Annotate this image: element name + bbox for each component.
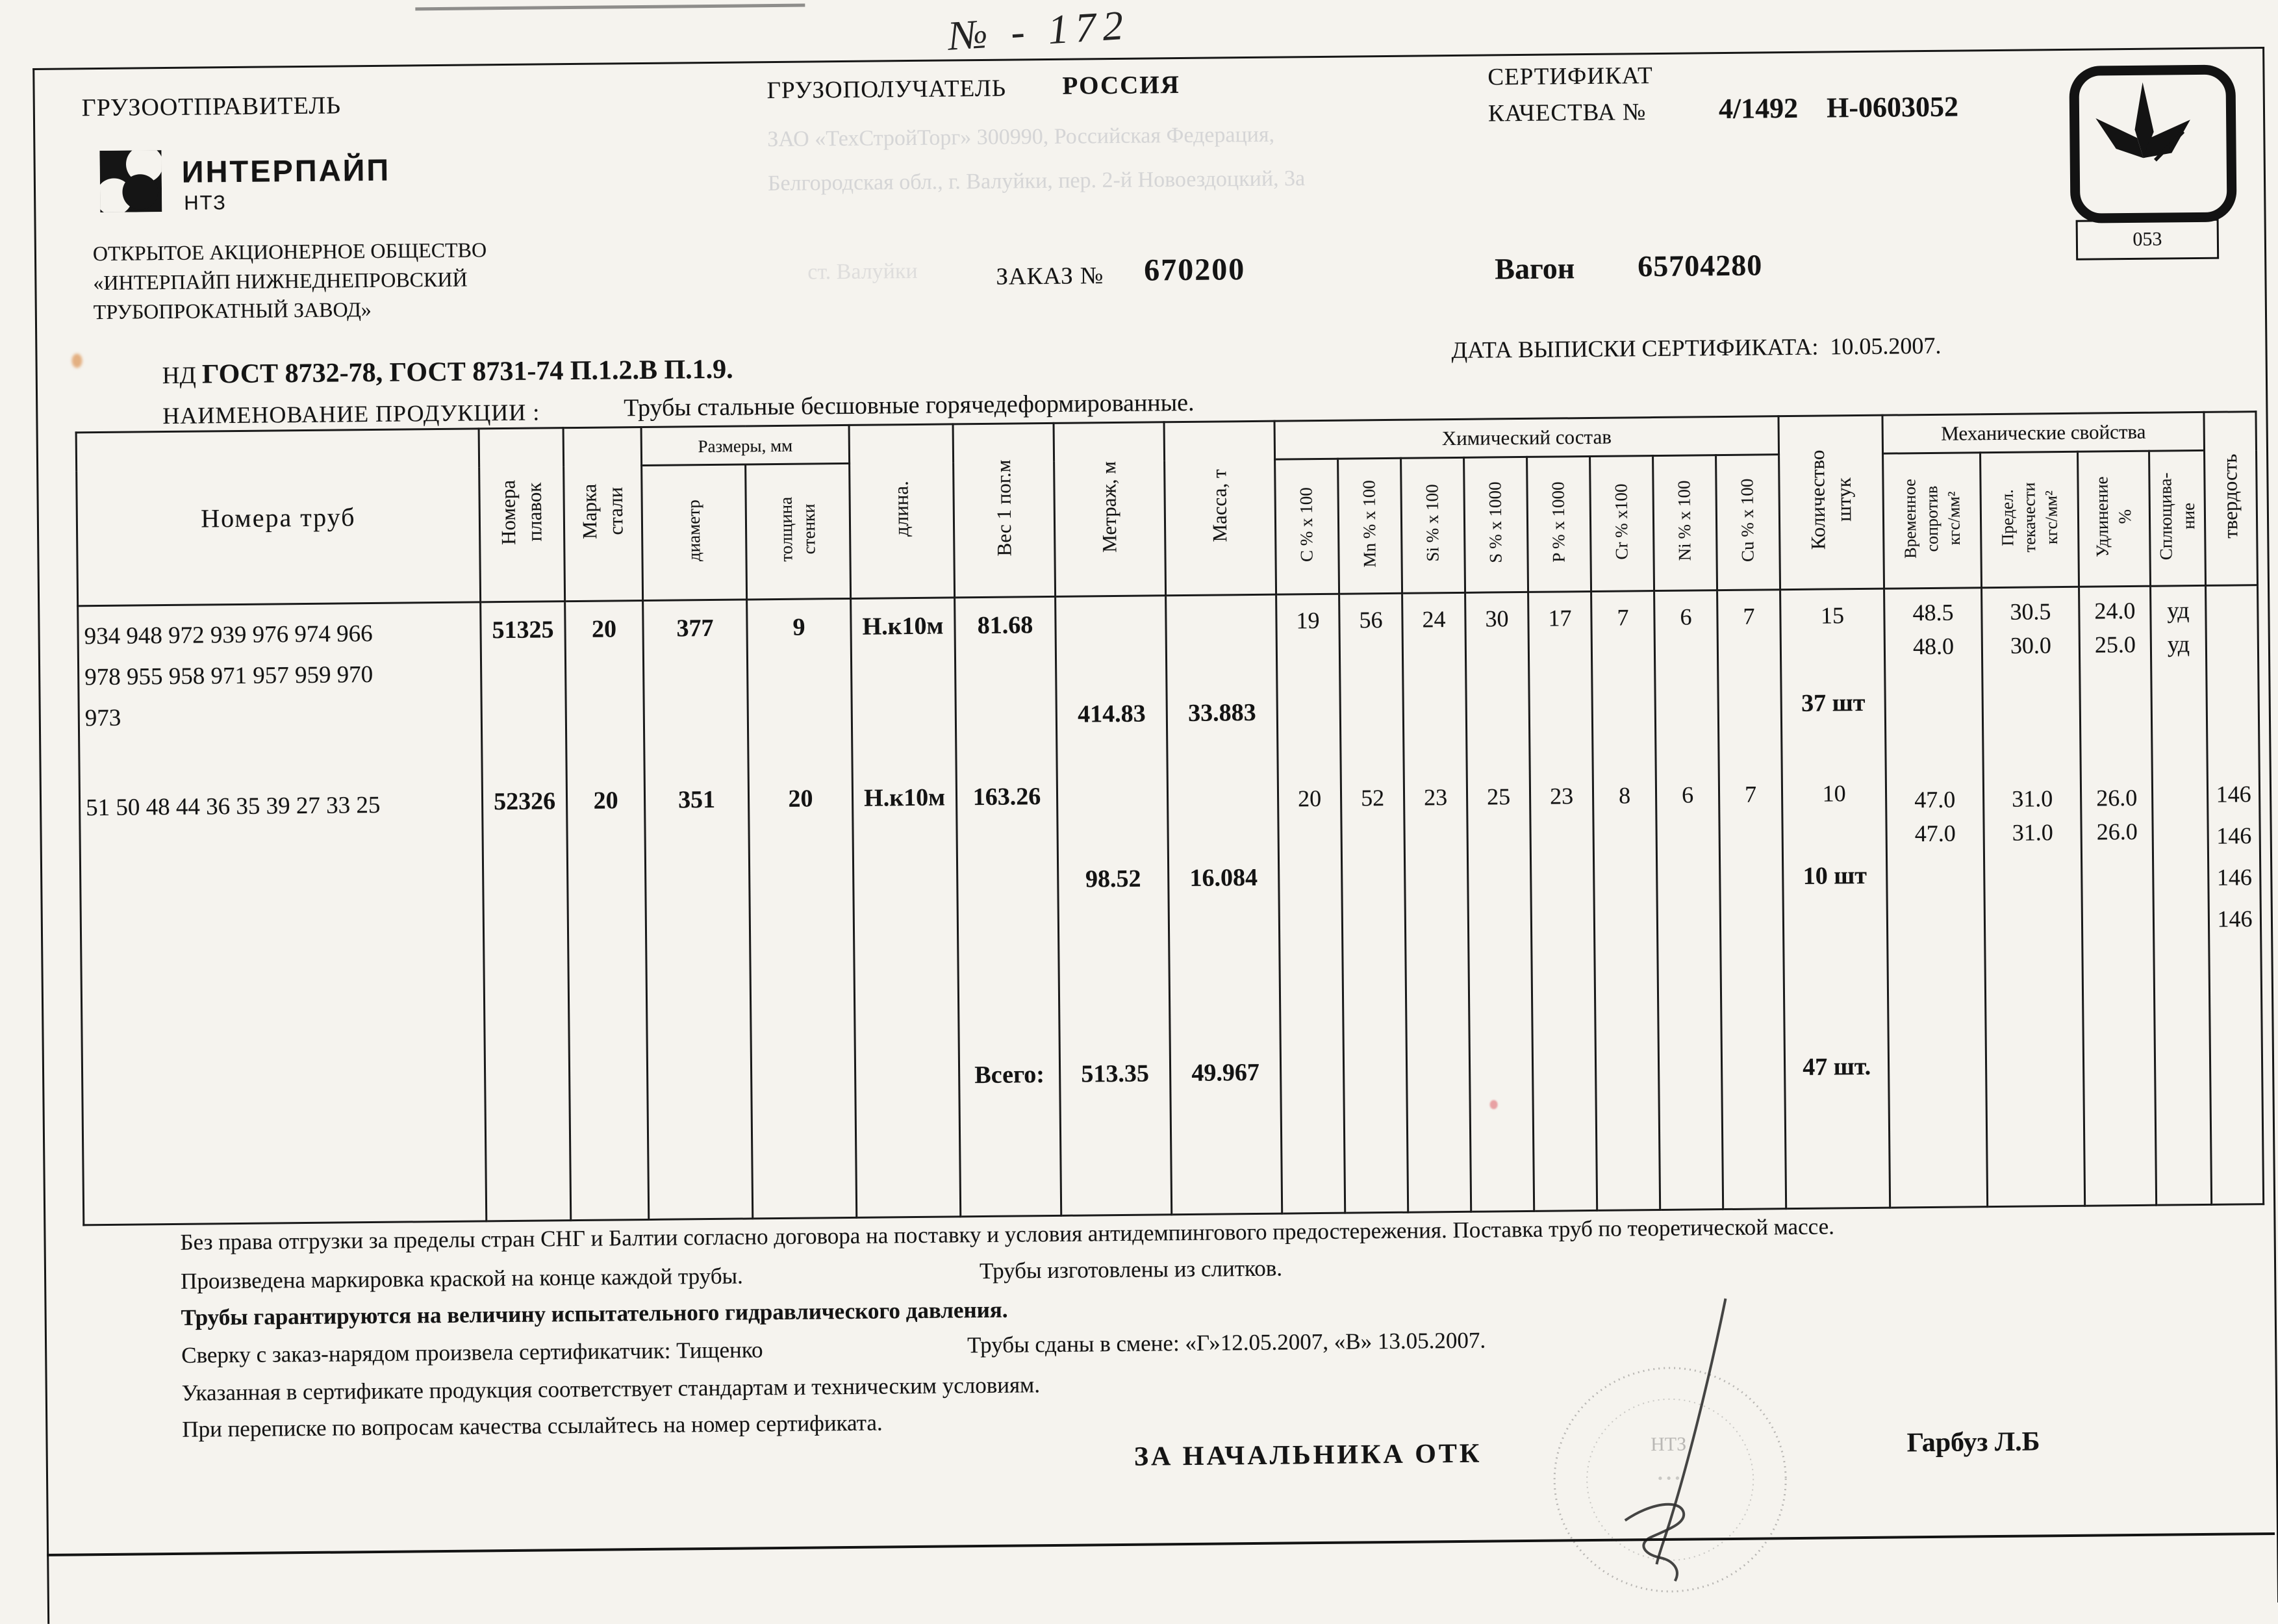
cell-chem-c-row1: 19 [1296, 607, 1320, 634]
certification-mark-code: 053 [2076, 219, 2220, 260]
cell-grade-row1: 20 [591, 615, 617, 643]
cell-chem-s-row2: 25 [1486, 783, 1511, 810]
group-header-sizes [641, 425, 850, 465]
cell-chem-cr-row2: 8 [1618, 782, 1631, 809]
footer-note-5: Указанная в сертификате продукция соответствует стандартам и техническим условиям. [181, 1372, 1041, 1406]
cell-yield-row2: 31.0 31.0 [2012, 785, 2053, 846]
cell-chem-mn-row1: 56 [1359, 607, 1383, 633]
col-chem-p [1528, 591, 1597, 1211]
certificate-number-value: 4/1492 [1718, 92, 1799, 125]
svg-text:• • •: • • • [1657, 1469, 1680, 1487]
cell-length-row1: Н.к10м [862, 612, 944, 641]
cell-chem-si-row1: 24 [1422, 606, 1446, 633]
order-number: 670200 [1144, 252, 1246, 288]
cell-meters-row1: 414.83 [1077, 700, 1146, 728]
certificate-table [75, 411, 2265, 1226]
cell-mass-row1: 33.883 [1187, 698, 1256, 727]
col-chem-mn [1339, 593, 1408, 1213]
col-header-chem-cu [1716, 455, 1780, 590]
col-tensile [1884, 588, 1988, 1208]
cell-chem-mn-row2: 52 [1360, 785, 1385, 811]
shipper-logo-sub: НТЗ [184, 191, 227, 214]
col-header-chem-c [1275, 459, 1339, 594]
cell-heat-row2: 52326 [493, 787, 556, 816]
certificate-title-line1: СЕРТИФИКАТ [1487, 62, 1653, 91]
cell-meters-row2: 98.52 [1085, 865, 1141, 893]
shipper-company-line2: «ИНТЕРПАЙП НИЖНЕДНЕПРОВСКИЙ [93, 267, 468, 295]
col-chem-ni [1654, 590, 1723, 1210]
col-header-chem-mn [1338, 458, 1402, 594]
col-pipes [78, 602, 487, 1225]
cell-elongation-row1: 24.0 25.0 [2094, 597, 2136, 658]
footer-note-1: Без права отгрузки за пределы стран СНГ и Балтии согласно договора на поставку и условия антидемпингового предостережения. Поставка труб по теоретической массе. [180, 1213, 1835, 1255]
col-header-hardness [2204, 412, 2258, 586]
cell-tensile-row1: 48.5 48.0 [1912, 599, 1955, 660]
pipe-numbers-header-text: Номера труб [201, 501, 356, 533]
col-yield [1982, 587, 2085, 1206]
chem-mn-header-text: Mn % x 100 [1359, 479, 1380, 568]
footer-note-4a: Сверку с заказ-нарядом произвела сертификатчик: Тищенко [181, 1337, 763, 1368]
cell-total-label: Всего: [974, 1061, 1045, 1089]
col-elongation [2079, 586, 2157, 1206]
certificate-number [1719, 90, 1959, 126]
col-header-elongation [2078, 451, 2151, 587]
interpipe-logo-glyph [99, 150, 162, 212]
cell-chem-cu-row1: 7 [1743, 603, 1755, 629]
handwritten-number: № - 172 [946, 1, 1132, 59]
footer-note-4b: Трубы сданы в смене: «Г»12.05.2007, «В» 13.05.2007. [967, 1327, 1486, 1358]
issue-date-value: 10.05.2007. [1830, 332, 1942, 360]
chemical-group-text: Химический состав [1441, 425, 1612, 450]
col-header-diameter [642, 464, 747, 601]
meters-header-text: Метраж, м [1097, 461, 1121, 553]
group-header-chemical [1274, 416, 1779, 459]
yield-header-text: Предел. текачести кгс/мм² [1997, 482, 2061, 553]
quantity-header-text: Количество штук [1806, 450, 1856, 550]
issue-date-line [1451, 332, 1941, 364]
cell-hardness-row2: 146 146 146 146 [2216, 781, 2253, 932]
wagon-number: 65704280 [1638, 248, 1763, 283]
cell-chem-p-row2: 23 [1549, 783, 1574, 809]
diameter-header-text: диаметр [683, 499, 704, 561]
product-name: Трубы стальные бесшовные горячедеформированные. [624, 388, 1195, 422]
footer-note-6: При переписке по вопросам качества ссылайтесь на номер сертификата. [182, 1410, 883, 1442]
cell-mass-row2: 16.084 [1189, 863, 1258, 892]
cell-chem-p-row1: 17 [1548, 605, 1572, 631]
col-header-chem-ni [1653, 455, 1717, 591]
unit-weight-header-text: Вес 1 пог.м [991, 459, 1016, 557]
col-chem-si [1402, 592, 1471, 1212]
col-header-chem-cr [1590, 456, 1654, 592]
cell-qty-row2: 10 [1822, 780, 1846, 807]
chem-cu-header-text: Cu % x 100 [1737, 478, 1758, 562]
col-mass [1166, 594, 1282, 1215]
cell-flattening-row1: уд уд [2167, 597, 2190, 657]
col-header-chem-p [1527, 456, 1591, 592]
footer-note-3: Трубы гарантируются на величину испытательного гидравлического давления. [181, 1297, 1008, 1330]
col-chem-c [1276, 594, 1345, 1213]
cell-unit-weight-row1: 81.68 [977, 611, 1033, 640]
length-header-text: длина. [889, 481, 913, 537]
cell-qty-pcs-row2: 10 шт [1803, 861, 1867, 890]
col-heats [481, 602, 571, 1221]
consignee-address-line2: Белгородская обл., г. Валуйки, пер. 2-й Новоездоцкий, 3а [767, 166, 1306, 196]
chem-p-header-text: P % x 1000 [1548, 481, 1569, 563]
col-chem-s [1465, 592, 1534, 1212]
col-header-chem-s [1464, 457, 1528, 592]
chem-ni-header-text: Ni % x 100 [1674, 480, 1695, 561]
col-header-chem-si [1401, 457, 1465, 593]
cell-chem-cr-row1: 7 [1617, 604, 1629, 631]
col-grade [565, 600, 649, 1220]
scan-speckle [1490, 1100, 1498, 1109]
col-header-unit-weight [953, 423, 1056, 597]
col-header-steel-grade [563, 427, 643, 602]
wall-header-text: толщина стенки [776, 496, 819, 562]
cell-diameter-row1: 377 [676, 614, 714, 642]
col-header-length [849, 424, 955, 599]
cell-qty-row1: 15 [1820, 602, 1845, 629]
col-chem-cu [1717, 590, 1786, 1210]
group-header-mechanical [1882, 412, 2205, 453]
scanner-edge-artifact [415, 4, 805, 11]
col-header-wall [746, 463, 851, 600]
tensile-header-text: Временное сопротив кгс/мм² [1900, 478, 1964, 559]
cell-yield-row1: 30.5 30.0 [2010, 598, 2052, 659]
cell-chem-si-row2: 23 [1423, 784, 1448, 811]
col-chem-cr [1591, 591, 1660, 1211]
cell-wall-row1: 9 [792, 613, 805, 641]
shipper-company-line3: ТРУБОПРОКАТНЫЙ ЗАВОД» [93, 297, 372, 324]
consignee-label: ГРУЗОПОЛУЧАТЕЛЬ [766, 75, 1007, 105]
cell-elongation-row2: 26.0 26.0 [2096, 784, 2138, 845]
cell-length-row2: Н.к10м [863, 783, 946, 812]
shipper-logo-name: ИНТЕРПАЙП [181, 152, 391, 189]
round-stamp [1519, 1289, 1846, 1598]
sizes-group-text: Размеры, мм [698, 435, 793, 457]
consignee-address-line1: ЗАО «ТехСтройТорг» 300990, Российская Федерация, [767, 122, 1275, 152]
signoff-name: Гарбуз Л.Б [1906, 1427, 2040, 1458]
signoff-title: ЗА НАЧАЛЬНИКА ОТК [1133, 1438, 1482, 1472]
cell-total-meters: 513.35 [1081, 1059, 1150, 1088]
cell-pipes-row2: 51 50 48 44 36 35 39 27 33 25 [85, 791, 381, 822]
cell-pipes-row1: 934 948 972 939 976 974 966 978 955 958 971 957 959 970 973 [84, 620, 373, 732]
product-label: НАИМЕНОВАНИЕ ПРОДУКЦИИ : [162, 399, 540, 429]
wagon-label: Вагон [1495, 251, 1575, 286]
scan-speckle [71, 353, 82, 368]
certificate-form-number: Н-0603052 [1826, 90, 1959, 124]
cell-chem-cu-row2: 7 [1744, 781, 1757, 807]
footer-note-2b: Трубы изготовлены из слитков. [979, 1255, 1283, 1284]
stamp-text: НТЗ [1650, 1433, 1687, 1456]
consignee-address-line3: ст. Валуйки [807, 259, 918, 285]
cell-chem-s-row1: 30 [1485, 605, 1509, 632]
col-header-heat-numbers [479, 428, 565, 602]
order-label: ЗАКАЗ № [996, 262, 1104, 290]
nd-value: ГОСТ 8732-78, ГОСТ 8731-74 П.1.2.В П.1.9. [201, 354, 733, 390]
col-flattening [2151, 585, 2212, 1205]
shipper-company-line1: ОТКРЫТОЕ АКЦИОНЕРНОЕ ОБЩЕСТВО [92, 238, 487, 266]
nd-label: НД [162, 362, 196, 390]
consignee-country: РОССИЯ [1062, 71, 1180, 100]
footer-note-2a: Произведена маркировка краской на конце каждой трубы. [180, 1263, 743, 1294]
certification-mark-box [2069, 64, 2236, 223]
cell-chem-ni-row1: 6 [1680, 603, 1692, 630]
steel-grade-header-text: Марка стали [577, 484, 627, 540]
cell-grade-row2: 20 [593, 787, 618, 815]
mass-header-text: Масса, т [1208, 469, 1232, 542]
col-header-quantity [1778, 415, 1884, 590]
shipper-company-name [93, 235, 487, 327]
cell-chem-ni-row2: 6 [1681, 781, 1694, 808]
col-header-mass [1164, 421, 1276, 596]
cell-diameter-row2: 351 [677, 785, 716, 814]
chem-si-header-text: Si % x 100 [1422, 484, 1443, 563]
cell-total-qty: 47 шт. [1803, 1052, 1871, 1081]
chem-c-header-text: C % x 100 [1296, 487, 1317, 562]
col-header-yield [1981, 451, 2079, 587]
trident-mark-icon [2079, 75, 2207, 194]
cell-tensile-row2: 47.0 47.0 [1914, 786, 1956, 847]
cell-wall-row2: 20 [788, 785, 813, 813]
chem-cr-header-text: Cr % x100 [1611, 483, 1632, 560]
col-quantity [1780, 589, 1890, 1208]
col-unit-weight [955, 596, 1061, 1216]
col-header-pipe-numbers [76, 429, 481, 606]
col-hardness-values [2206, 585, 2264, 1205]
stamp-and-signature-icon [1519, 1289, 1846, 1598]
cell-unit-weight-row2: 163.26 [972, 783, 1041, 811]
col-length [851, 598, 961, 1217]
nd-line [162, 354, 733, 390]
col-header-tensile [1883, 453, 1982, 589]
col-diameter [643, 600, 753, 1219]
col-wall [747, 598, 857, 1218]
elongation-header-text: Удлинение % [2092, 476, 2135, 557]
flattening-header-text: Сплющива- ние [2155, 472, 2199, 560]
heat-numbers-header-text: Номера плавок [496, 479, 546, 546]
cell-chem-c-row2: 20 [1297, 785, 1322, 812]
mechanical-group-text: Механические свойства [1941, 420, 2146, 445]
col-meters [1056, 596, 1172, 1216]
interpipe-logo-icon [99, 150, 162, 212]
cell-heat-row1: 51325 [492, 616, 554, 644]
shipper-label: ГРУЗООТПРАВИТЕЛЬ [81, 92, 342, 122]
cell-total-mass: 49.967 [1191, 1058, 1260, 1087]
certificate-title-line2: КАЧЕСТВА № [1487, 99, 1647, 127]
col-header-flattening [2149, 450, 2206, 586]
col-header-meters [1054, 422, 1166, 597]
cell-qty-pcs-row1: 37 шт [1801, 689, 1866, 717]
chem-s-header-text: S % x 1000 [1485, 481, 1506, 564]
hardness-header-text: твердость [2218, 453, 2242, 539]
issue-date-label: ДАТА ВЫПИСКИ СЕРТИФИКАТА: [1451, 333, 1819, 364]
